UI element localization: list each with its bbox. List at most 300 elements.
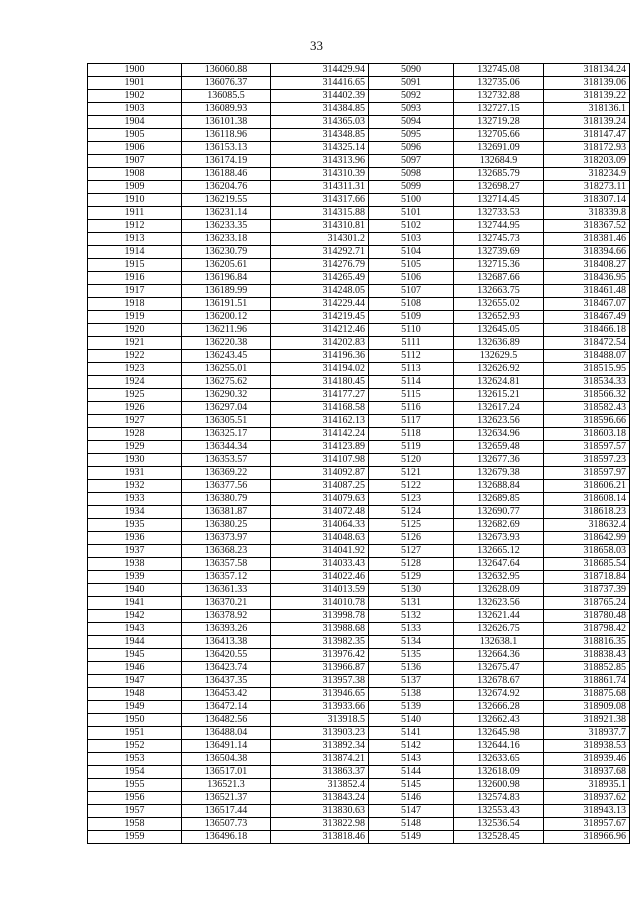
y-coord-left-cell: 314301.2 bbox=[271, 233, 369, 246]
y-coord-right-cell: 318139.06 bbox=[544, 77, 630, 90]
y-coord-right-cell: 318852.85 bbox=[544, 662, 630, 675]
x-coord-right-cell: 132574.83 bbox=[454, 792, 544, 805]
y-coord-right-cell: 318603.18 bbox=[544, 428, 630, 441]
y-coord-right-cell: 318566.32 bbox=[544, 389, 630, 402]
point-id-left-cell: 1907 bbox=[88, 155, 182, 168]
point-id-right-cell: 5102 bbox=[369, 220, 454, 233]
y-coord-right-cell: 318780.48 bbox=[544, 610, 630, 623]
table-row bbox=[88, 805, 630, 818]
x-coord-right-cell: 132685.79 bbox=[454, 168, 544, 181]
point-id-left-cell: 1914 bbox=[88, 246, 182, 259]
x-coord-left-cell: 136255.01 bbox=[182, 363, 271, 376]
point-id-right-cell: 5119 bbox=[369, 441, 454, 454]
table-row bbox=[88, 454, 630, 467]
y-coord-right-cell: 318838.43 bbox=[544, 649, 630, 662]
x-coord-right-cell: 132687.66 bbox=[454, 272, 544, 285]
table-row bbox=[88, 467, 630, 480]
point-id-right-cell: 5132 bbox=[369, 610, 454, 623]
y-coord-left-cell: 314162.13 bbox=[271, 415, 369, 428]
point-id-right-cell: 5125 bbox=[369, 519, 454, 532]
y-coord-right-cell: 318136.1 bbox=[544, 103, 630, 116]
table-row bbox=[88, 116, 630, 129]
y-coord-left-cell: 313957.38 bbox=[271, 675, 369, 688]
x-coord-left-cell: 136496.18 bbox=[182, 831, 271, 844]
y-coord-left-cell: 314325.14 bbox=[271, 142, 369, 155]
point-id-left-cell: 1935 bbox=[88, 519, 182, 532]
point-id-right-cell: 5143 bbox=[369, 753, 454, 766]
x-coord-left-cell: 136393.26 bbox=[182, 623, 271, 636]
y-coord-left-cell: 313988.68 bbox=[271, 623, 369, 636]
point-id-left-cell: 1937 bbox=[88, 545, 182, 558]
y-coord-right-cell: 318203.09 bbox=[544, 155, 630, 168]
x-coord-right-cell: 132664.36 bbox=[454, 649, 544, 662]
point-id-left-cell: 1944 bbox=[88, 636, 182, 649]
x-coord-right-cell: 132623.56 bbox=[454, 415, 544, 428]
point-id-right-cell: 5100 bbox=[369, 194, 454, 207]
x-coord-left-cell: 136437.35 bbox=[182, 675, 271, 688]
y-coord-right-cell: 318339.8 bbox=[544, 207, 630, 220]
y-coord-left-cell: 313843.24 bbox=[271, 792, 369, 805]
y-coord-right-cell: 318273.11 bbox=[544, 181, 630, 194]
point-id-right-cell: 5148 bbox=[369, 818, 454, 831]
x-coord-right-cell: 132662.43 bbox=[454, 714, 544, 727]
x-coord-left-cell: 136118.96 bbox=[182, 129, 271, 142]
point-id-right-cell: 5122 bbox=[369, 480, 454, 493]
y-coord-right-cell: 318658.03 bbox=[544, 545, 630, 558]
point-id-left-cell: 1952 bbox=[88, 740, 182, 753]
point-id-right-cell: 5101 bbox=[369, 207, 454, 220]
x-coord-left-cell: 136297.04 bbox=[182, 402, 271, 415]
x-coord-right-cell: 132674.92 bbox=[454, 688, 544, 701]
x-coord-left-cell: 136357.12 bbox=[182, 571, 271, 584]
x-coord-right-cell: 132732.88 bbox=[454, 90, 544, 103]
y-coord-left-cell: 314064.33 bbox=[271, 519, 369, 532]
y-coord-right-cell: 318937.7 bbox=[544, 727, 630, 740]
y-coord-left-cell: 314079.63 bbox=[271, 493, 369, 506]
y-coord-right-cell: 318909.08 bbox=[544, 701, 630, 714]
y-coord-left-cell: 314311.31 bbox=[271, 181, 369, 194]
y-coord-right-cell: 318861.74 bbox=[544, 675, 630, 688]
x-coord-left-cell: 136230.79 bbox=[182, 246, 271, 259]
y-coord-right-cell: 318139.22 bbox=[544, 90, 630, 103]
table-row bbox=[88, 142, 630, 155]
point-id-right-cell: 5117 bbox=[369, 415, 454, 428]
point-id-left-cell: 1947 bbox=[88, 675, 182, 688]
table-row bbox=[88, 831, 630, 844]
point-id-right-cell: 5099 bbox=[369, 181, 454, 194]
x-coord-right-cell: 132626.75 bbox=[454, 623, 544, 636]
table-row bbox=[88, 350, 630, 363]
x-coord-right-cell: 132689.85 bbox=[454, 493, 544, 506]
table-row bbox=[88, 610, 630, 623]
table-row bbox=[88, 649, 630, 662]
y-coord-left-cell: 314142.24 bbox=[271, 428, 369, 441]
point-id-left-cell: 1911 bbox=[88, 207, 182, 220]
point-id-left-cell: 1946 bbox=[88, 662, 182, 675]
y-coord-left-cell: 314107.98 bbox=[271, 454, 369, 467]
x-coord-right-cell: 132673.93 bbox=[454, 532, 544, 545]
table-row bbox=[88, 402, 630, 415]
y-coord-left-cell: 314315.88 bbox=[271, 207, 369, 220]
point-id-left-cell: 1957 bbox=[88, 805, 182, 818]
x-coord-left-cell: 136378.92 bbox=[182, 610, 271, 623]
y-coord-right-cell: 318685.54 bbox=[544, 558, 630, 571]
point-id-left-cell: 1931 bbox=[88, 467, 182, 480]
table-row bbox=[88, 662, 630, 675]
y-coord-right-cell: 318966.96 bbox=[544, 831, 630, 844]
y-coord-left-cell: 313852.4 bbox=[271, 779, 369, 792]
table-row bbox=[88, 818, 630, 831]
table-row bbox=[88, 272, 630, 285]
x-coord-left-cell: 136517.01 bbox=[182, 766, 271, 779]
y-coord-left-cell: 313946.65 bbox=[271, 688, 369, 701]
x-coord-left-cell: 136243.45 bbox=[182, 350, 271, 363]
table-row bbox=[88, 688, 630, 701]
y-coord-left-cell: 313818.46 bbox=[271, 831, 369, 844]
x-coord-left-cell: 136174.19 bbox=[182, 155, 271, 168]
y-coord-left-cell: 314310.39 bbox=[271, 168, 369, 181]
point-id-left-cell: 1920 bbox=[88, 324, 182, 337]
x-coord-left-cell: 136380.25 bbox=[182, 519, 271, 532]
y-coord-left-cell: 314229.44 bbox=[271, 298, 369, 311]
x-coord-right-cell: 132615.21 bbox=[454, 389, 544, 402]
point-id-left-cell: 1902 bbox=[88, 90, 182, 103]
table-row bbox=[88, 714, 630, 727]
y-coord-left-cell: 314022.46 bbox=[271, 571, 369, 584]
point-id-left-cell: 1926 bbox=[88, 402, 182, 415]
table-row bbox=[88, 493, 630, 506]
x-coord-right-cell: 132663.75 bbox=[454, 285, 544, 298]
y-coord-right-cell: 318618.23 bbox=[544, 506, 630, 519]
y-coord-right-cell: 318939.46 bbox=[544, 753, 630, 766]
point-id-left-cell: 1912 bbox=[88, 220, 182, 233]
table-row bbox=[88, 415, 630, 428]
table-row bbox=[88, 584, 630, 597]
table-row bbox=[88, 155, 630, 168]
point-id-left-cell: 1913 bbox=[88, 233, 182, 246]
y-coord-right-cell: 318765.24 bbox=[544, 597, 630, 610]
x-coord-right-cell: 132621.44 bbox=[454, 610, 544, 623]
x-coord-right-cell: 132719.28 bbox=[454, 116, 544, 129]
x-coord-left-cell: 136521.37 bbox=[182, 792, 271, 805]
x-coord-left-cell: 136325.17 bbox=[182, 428, 271, 441]
x-coord-left-cell: 136233.35 bbox=[182, 220, 271, 233]
table-row bbox=[88, 181, 630, 194]
x-coord-right-cell: 132727.15 bbox=[454, 103, 544, 116]
x-coord-left-cell: 136491.14 bbox=[182, 740, 271, 753]
table-row bbox=[88, 259, 630, 272]
point-id-right-cell: 5138 bbox=[369, 688, 454, 701]
point-id-left-cell: 1921 bbox=[88, 337, 182, 350]
point-id-left-cell: 1934 bbox=[88, 506, 182, 519]
x-coord-right-cell: 132679.38 bbox=[454, 467, 544, 480]
point-id-right-cell: 5142 bbox=[369, 740, 454, 753]
point-id-right-cell: 5109 bbox=[369, 311, 454, 324]
y-coord-left-cell: 314072.48 bbox=[271, 506, 369, 519]
table-row bbox=[88, 207, 630, 220]
point-id-left-cell: 1923 bbox=[88, 363, 182, 376]
x-coord-right-cell: 132690.77 bbox=[454, 506, 544, 519]
y-coord-right-cell: 318467.49 bbox=[544, 311, 630, 324]
y-coord-right-cell: 318938.53 bbox=[544, 740, 630, 753]
x-coord-right-cell: 132618.09 bbox=[454, 766, 544, 779]
point-id-left-cell: 1918 bbox=[88, 298, 182, 311]
point-id-right-cell: 5129 bbox=[369, 571, 454, 584]
table-row bbox=[88, 90, 630, 103]
x-coord-right-cell: 132645.98 bbox=[454, 727, 544, 740]
y-coord-right-cell: 318957.67 bbox=[544, 818, 630, 831]
y-coord-right-cell: 318466.18 bbox=[544, 324, 630, 337]
table-row bbox=[88, 506, 630, 519]
x-coord-right-cell: 132600.98 bbox=[454, 779, 544, 792]
point-id-right-cell: 5137 bbox=[369, 675, 454, 688]
x-coord-left-cell: 136101.38 bbox=[182, 116, 271, 129]
y-coord-left-cell: 314177.27 bbox=[271, 389, 369, 402]
point-id-left-cell: 1941 bbox=[88, 597, 182, 610]
x-coord-right-cell: 132633.65 bbox=[454, 753, 544, 766]
point-id-left-cell: 1945 bbox=[88, 649, 182, 662]
y-coord-right-cell: 318488.07 bbox=[544, 350, 630, 363]
table-row bbox=[88, 532, 630, 545]
point-id-right-cell: 5134 bbox=[369, 636, 454, 649]
point-id-left-cell: 1956 bbox=[88, 792, 182, 805]
table-row bbox=[88, 766, 630, 779]
table-row bbox=[88, 298, 630, 311]
x-coord-right-cell: 132652.93 bbox=[454, 311, 544, 324]
y-coord-right-cell: 318534.33 bbox=[544, 376, 630, 389]
y-coord-right-cell: 318921.38 bbox=[544, 714, 630, 727]
x-coord-left-cell: 136233.18 bbox=[182, 233, 271, 246]
table-row bbox=[88, 64, 630, 77]
table-row bbox=[88, 311, 630, 324]
y-coord-left-cell: 314033.43 bbox=[271, 558, 369, 571]
x-coord-left-cell: 136517.44 bbox=[182, 805, 271, 818]
point-id-right-cell: 5118 bbox=[369, 428, 454, 441]
y-coord-right-cell: 318515.95 bbox=[544, 363, 630, 376]
point-id-left-cell: 1949 bbox=[88, 701, 182, 714]
point-id-right-cell: 5123 bbox=[369, 493, 454, 506]
point-id-left-cell: 1924 bbox=[88, 376, 182, 389]
y-coord-right-cell: 318234.9 bbox=[544, 168, 630, 181]
x-coord-left-cell: 136200.12 bbox=[182, 311, 271, 324]
table-row bbox=[88, 441, 630, 454]
table-row bbox=[88, 519, 630, 532]
point-id-left-cell: 1919 bbox=[88, 311, 182, 324]
page-number: 33 bbox=[310, 38, 323, 53]
y-coord-right-cell: 318937.68 bbox=[544, 766, 630, 779]
point-id-right-cell: 5105 bbox=[369, 259, 454, 272]
y-coord-left-cell: 314013.59 bbox=[271, 584, 369, 597]
x-coord-left-cell: 136521.3 bbox=[182, 779, 271, 792]
y-coord-right-cell: 318943.13 bbox=[544, 805, 630, 818]
table-row bbox=[88, 558, 630, 571]
x-coord-left-cell: 136357.58 bbox=[182, 558, 271, 571]
y-coord-left-cell: 313918.5 bbox=[271, 714, 369, 727]
y-coord-right-cell: 318816.35 bbox=[544, 636, 630, 649]
y-coord-right-cell: 318606.21 bbox=[544, 480, 630, 493]
table-row bbox=[88, 636, 630, 649]
point-id-left-cell: 1906 bbox=[88, 142, 182, 155]
x-coord-left-cell: 136373.97 bbox=[182, 532, 271, 545]
x-coord-right-cell: 132617.24 bbox=[454, 402, 544, 415]
x-coord-left-cell: 136472.14 bbox=[182, 701, 271, 714]
point-id-left-cell: 1910 bbox=[88, 194, 182, 207]
y-coord-left-cell: 314010.78 bbox=[271, 597, 369, 610]
x-coord-left-cell: 136413.38 bbox=[182, 636, 271, 649]
point-id-right-cell: 5145 bbox=[369, 779, 454, 792]
y-coord-right-cell: 318467.07 bbox=[544, 298, 630, 311]
x-coord-right-cell: 132624.81 bbox=[454, 376, 544, 389]
point-id-right-cell: 5094 bbox=[369, 116, 454, 129]
point-id-left-cell: 1948 bbox=[88, 688, 182, 701]
table-row bbox=[88, 246, 630, 259]
point-id-left-cell: 1936 bbox=[88, 532, 182, 545]
point-id-left-cell: 1917 bbox=[88, 285, 182, 298]
point-id-right-cell: 5108 bbox=[369, 298, 454, 311]
point-id-right-cell: 5127 bbox=[369, 545, 454, 558]
table-row bbox=[88, 428, 630, 441]
point-id-right-cell: 5147 bbox=[369, 805, 454, 818]
point-id-right-cell: 5133 bbox=[369, 623, 454, 636]
y-coord-right-cell: 318875.68 bbox=[544, 688, 630, 701]
table-row bbox=[88, 597, 630, 610]
point-id-right-cell: 5131 bbox=[369, 597, 454, 610]
x-coord-left-cell: 136353.57 bbox=[182, 454, 271, 467]
point-id-right-cell: 5146 bbox=[369, 792, 454, 805]
x-coord-left-cell: 136420.55 bbox=[182, 649, 271, 662]
point-id-right-cell: 5097 bbox=[369, 155, 454, 168]
y-coord-left-cell: 314313.96 bbox=[271, 155, 369, 168]
coordinates-table-body bbox=[88, 64, 630, 844]
table-row bbox=[88, 753, 630, 766]
point-id-right-cell: 5111 bbox=[369, 337, 454, 350]
point-id-left-cell: 1943 bbox=[88, 623, 182, 636]
point-id-left-cell: 1900 bbox=[88, 64, 182, 77]
x-coord-right-cell: 132659.48 bbox=[454, 441, 544, 454]
y-coord-right-cell: 318597.57 bbox=[544, 441, 630, 454]
x-coord-left-cell: 136370.21 bbox=[182, 597, 271, 610]
point-id-right-cell: 5136 bbox=[369, 662, 454, 675]
x-coord-right-cell: 132634.96 bbox=[454, 428, 544, 441]
table-row bbox=[88, 779, 630, 792]
point-id-left-cell: 1916 bbox=[88, 272, 182, 285]
point-id-right-cell: 5140 bbox=[369, 714, 454, 727]
point-id-right-cell: 5091 bbox=[369, 77, 454, 90]
y-coord-left-cell: 314092.87 bbox=[271, 467, 369, 480]
point-id-left-cell: 1904 bbox=[88, 116, 182, 129]
point-id-right-cell: 5135 bbox=[369, 649, 454, 662]
table-row bbox=[88, 376, 630, 389]
y-coord-right-cell: 318632.4 bbox=[544, 519, 630, 532]
y-coord-right-cell: 318408.27 bbox=[544, 259, 630, 272]
point-id-right-cell: 5124 bbox=[369, 506, 454, 519]
point-id-left-cell: 1908 bbox=[88, 168, 182, 181]
x-coord-right-cell: 132698.27 bbox=[454, 181, 544, 194]
point-id-right-cell: 5092 bbox=[369, 90, 454, 103]
x-coord-right-cell: 132645.05 bbox=[454, 324, 544, 337]
y-coord-left-cell: 313822.98 bbox=[271, 818, 369, 831]
point-id-left-cell: 1950 bbox=[88, 714, 182, 727]
table-row bbox=[88, 220, 630, 233]
y-coord-left-cell: 314123.89 bbox=[271, 441, 369, 454]
y-coord-right-cell: 318718.84 bbox=[544, 571, 630, 584]
point-id-right-cell: 5110 bbox=[369, 324, 454, 337]
y-coord-left-cell: 313933.66 bbox=[271, 701, 369, 714]
x-coord-right-cell: 132682.69 bbox=[454, 519, 544, 532]
y-coord-right-cell: 318597.97 bbox=[544, 467, 630, 480]
point-id-left-cell: 1930 bbox=[88, 454, 182, 467]
x-coord-left-cell: 136504.38 bbox=[182, 753, 271, 766]
y-coord-right-cell: 318737.39 bbox=[544, 584, 630, 597]
x-coord-right-cell: 132715.36 bbox=[454, 259, 544, 272]
table-row bbox=[88, 792, 630, 805]
y-coord-left-cell: 314402.39 bbox=[271, 90, 369, 103]
table-row bbox=[88, 701, 630, 714]
y-coord-left-cell: 314292.71 bbox=[271, 246, 369, 259]
x-coord-left-cell: 136076.37 bbox=[182, 77, 271, 90]
x-coord-right-cell: 132666.28 bbox=[454, 701, 544, 714]
x-coord-left-cell: 136488.04 bbox=[182, 727, 271, 740]
y-coord-left-cell: 314087.25 bbox=[271, 480, 369, 493]
point-id-left-cell: 1958 bbox=[88, 818, 182, 831]
x-coord-left-cell: 136275.62 bbox=[182, 376, 271, 389]
y-coord-right-cell: 318597.23 bbox=[544, 454, 630, 467]
y-coord-left-cell: 314180.45 bbox=[271, 376, 369, 389]
point-id-left-cell: 1938 bbox=[88, 558, 182, 571]
y-coord-left-cell: 314265.49 bbox=[271, 272, 369, 285]
point-id-left-cell: 1925 bbox=[88, 389, 182, 402]
x-coord-left-cell: 136205.61 bbox=[182, 259, 271, 272]
point-id-left-cell: 1959 bbox=[88, 831, 182, 844]
x-coord-right-cell: 132638.1 bbox=[454, 636, 544, 649]
point-id-left-cell: 1953 bbox=[88, 753, 182, 766]
x-coord-left-cell: 136482.56 bbox=[182, 714, 271, 727]
x-coord-left-cell: 136196.84 bbox=[182, 272, 271, 285]
point-id-right-cell: 5139 bbox=[369, 701, 454, 714]
point-id-left-cell: 1942 bbox=[88, 610, 182, 623]
y-coord-right-cell: 318134.24 bbox=[544, 64, 630, 77]
x-coord-right-cell: 132675.47 bbox=[454, 662, 544, 675]
x-coord-left-cell: 136189.99 bbox=[182, 285, 271, 298]
point-id-right-cell: 5090 bbox=[369, 64, 454, 77]
y-coord-left-cell: 314219.45 bbox=[271, 311, 369, 324]
y-coord-left-cell: 314168.58 bbox=[271, 402, 369, 415]
x-coord-left-cell: 136380.79 bbox=[182, 493, 271, 506]
x-coord-right-cell: 132688.84 bbox=[454, 480, 544, 493]
y-coord-right-cell: 318461.48 bbox=[544, 285, 630, 298]
y-coord-right-cell: 318472.54 bbox=[544, 337, 630, 350]
point-id-left-cell: 1922 bbox=[88, 350, 182, 363]
point-id-right-cell: 5141 bbox=[369, 727, 454, 740]
point-id-left-cell: 1927 bbox=[88, 415, 182, 428]
x-coord-left-cell: 136507.73 bbox=[182, 818, 271, 831]
y-coord-right-cell: 318367.52 bbox=[544, 220, 630, 233]
y-coord-left-cell: 314310.81 bbox=[271, 220, 369, 233]
point-id-left-cell: 1939 bbox=[88, 571, 182, 584]
table-row bbox=[88, 324, 630, 337]
table-row bbox=[88, 129, 630, 142]
x-coord-right-cell: 132745.08 bbox=[454, 64, 544, 77]
y-coord-left-cell: 313892.34 bbox=[271, 740, 369, 753]
x-coord-left-cell: 136361.33 bbox=[182, 584, 271, 597]
x-coord-right-cell: 132647.64 bbox=[454, 558, 544, 571]
point-id-right-cell: 5149 bbox=[369, 831, 454, 844]
point-id-left-cell: 1951 bbox=[88, 727, 182, 740]
x-coord-left-cell: 136220.38 bbox=[182, 337, 271, 350]
x-coord-right-cell: 132528.45 bbox=[454, 831, 544, 844]
y-coord-left-cell: 313903.23 bbox=[271, 727, 369, 740]
x-coord-left-cell: 136153.13 bbox=[182, 142, 271, 155]
